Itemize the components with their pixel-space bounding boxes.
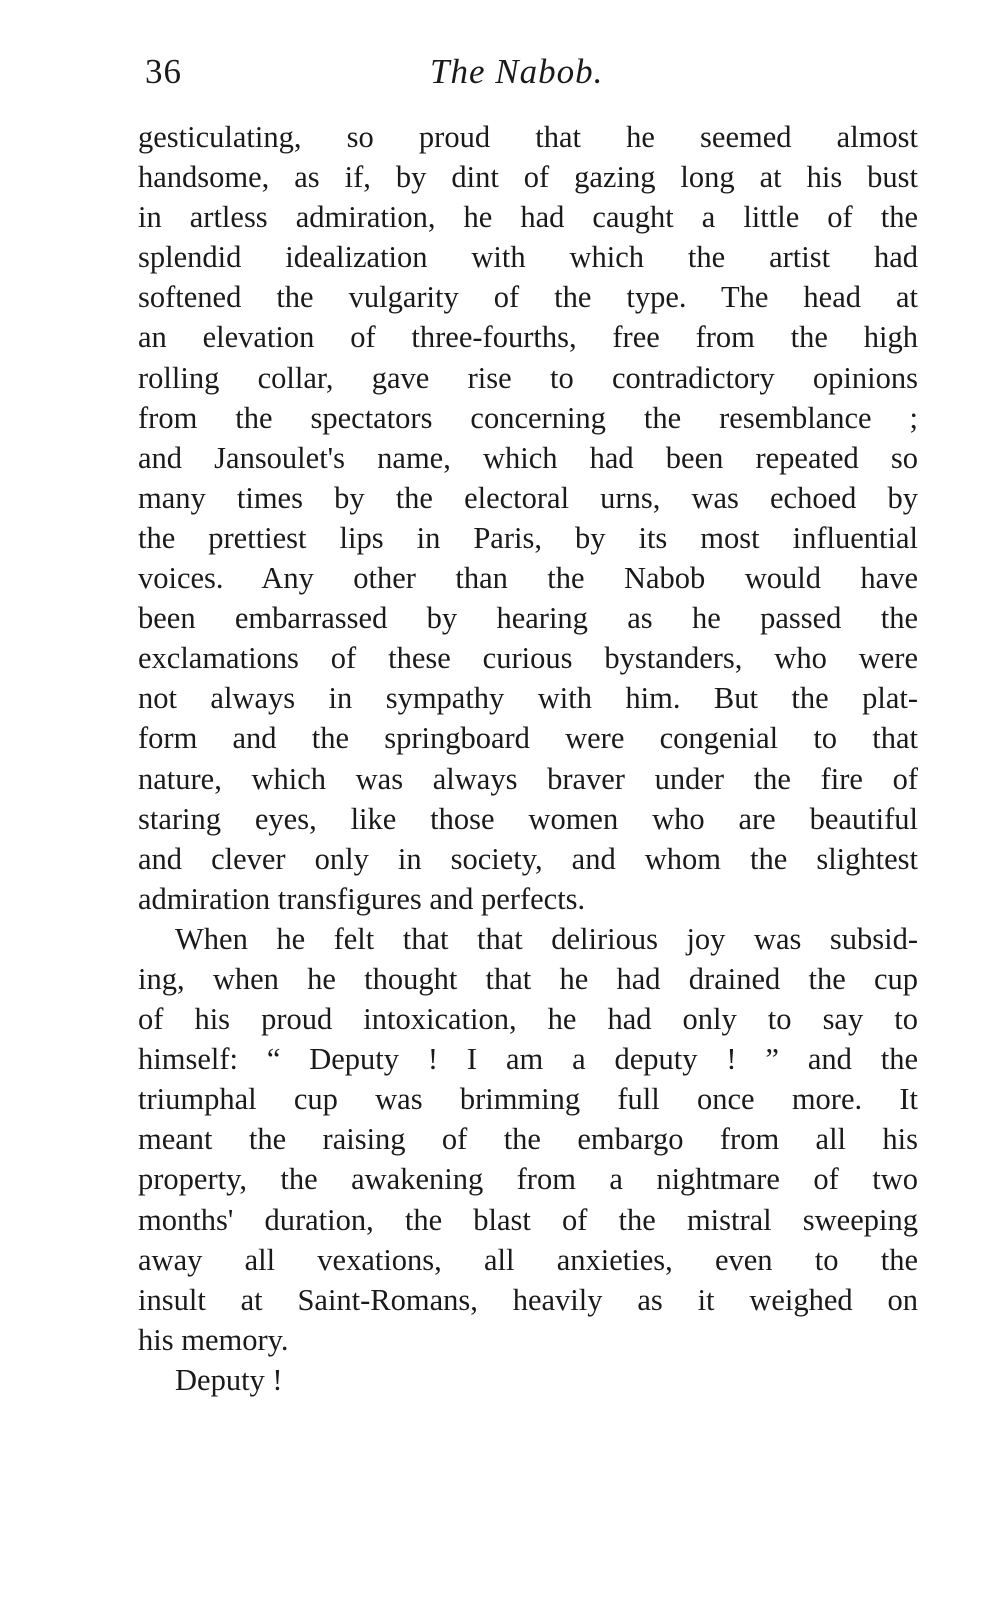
text-line: many times by the electoral urns, was echoed by (138, 480, 918, 515)
text-line: handsome, as if, by dint of gazing long at his bust (138, 160, 918, 195)
text-line: of his proud intoxication, he had only to say to (138, 1002, 918, 1037)
text-line: an elevation of three-fourths, free from the high (138, 320, 918, 355)
text-line: been embarrassed by hearing as he passed the (138, 601, 918, 636)
text-line: nature, which was always braver under the fire of (138, 761, 918, 796)
page-number: 36 (145, 52, 182, 91)
text-line: away all vexations, all anxieties, even to the (138, 1242, 918, 1277)
text-line: himself: “ Deputy ! I am a deputy ! ” and the (138, 1042, 918, 1077)
text-line: property, the awakening from a nightmare of two (138, 1162, 918, 1197)
text-line: form and the springboard were congenial to that (138, 721, 918, 756)
text-line: splendid idealization with which the artist had (138, 240, 918, 275)
text-line: the prettiest lips in Paris, by its most influential (138, 520, 918, 555)
text-line: gesticulating, so proud that he seemed almost (138, 120, 918, 154)
paragraph (138, 117, 918, 919)
text-line: insult at Saint-Romans, heavily as it weighed on (138, 1282, 918, 1317)
text-line: meant the raising of the embargo from all his (138, 1122, 918, 1157)
book-page (138, 52, 918, 1400)
text-line: not always in sympathy with him. But the plat- (138, 681, 918, 716)
body-text (138, 117, 918, 1400)
book-title: The Nabob. (430, 52, 604, 91)
paragraph (138, 919, 918, 1360)
text-line: rolling collar, gave rise to contradictory opinions (138, 360, 918, 395)
text-line: his memory. (138, 1322, 289, 1357)
text-line: admiration transfigures and perfects. (138, 881, 586, 916)
text-line: voices. Any other than the Nabob would have (138, 561, 918, 596)
text-line: from the spectators concerning the resemblance ; (138, 400, 918, 435)
text-line: and Jansoulet's name, which had been repeated so (138, 440, 918, 475)
text-line: ing, when he thought that he had drained the cup (138, 961, 918, 996)
text-line: triumphal cup was brimming full once more. It (138, 1082, 918, 1117)
text-line: Deputy ! (175, 1362, 283, 1397)
text-line: When he felt that that delirious joy was subsid- (175, 921, 918, 956)
text-line: and clever only in society, and whom the slightest (138, 841, 918, 876)
paragraph (138, 1360, 918, 1400)
text-line: exclamations of these curious bystanders, who were (138, 641, 918, 676)
text-line: staring eyes, like those women who are beautiful (138, 801, 918, 836)
running-head (138, 52, 918, 102)
text-line: in artless admiration, he had caught a little of the (138, 200, 918, 235)
text-line: months' duration, the blast of the mistral sweeping (138, 1202, 918, 1237)
text-line: softened the vulgarity of the type. The head at (138, 280, 918, 315)
